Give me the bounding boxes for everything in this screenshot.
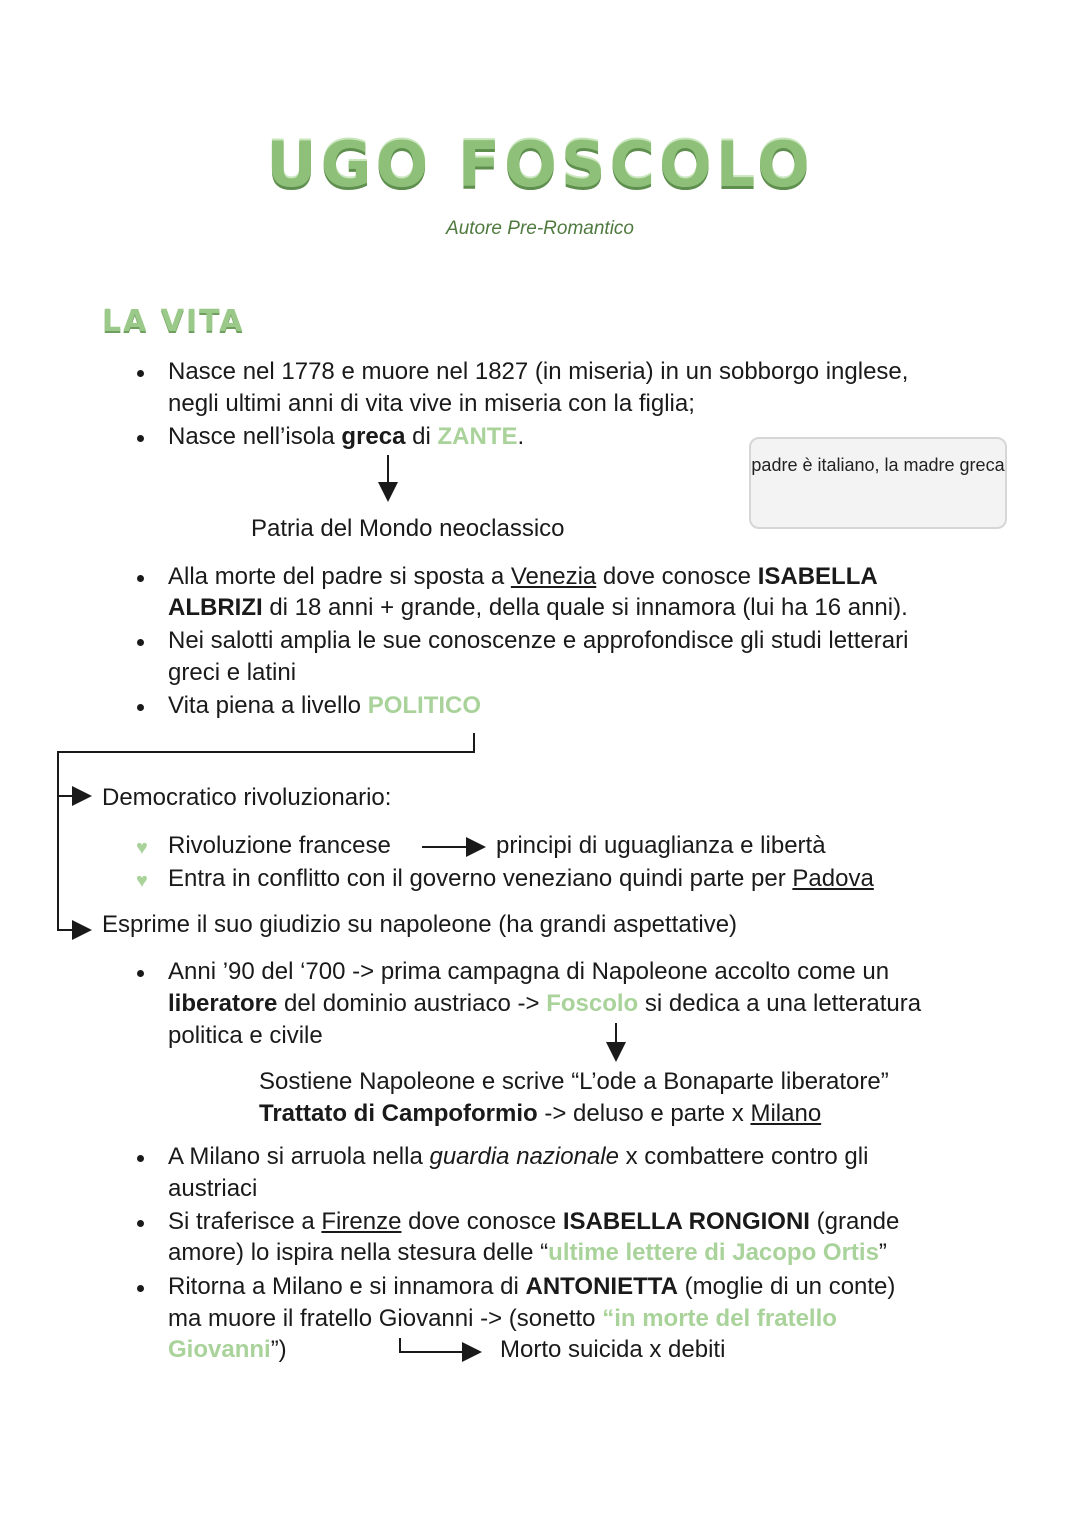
note-box: padre è italiano, la madre greca <box>749 437 1007 529</box>
bullet-dot-icon <box>137 970 144 977</box>
bullet-dot-icon <box>137 639 144 646</box>
morto-text: Morto suicida x debiti <box>500 1336 726 1363</box>
text-line: Ritorna a Milano e si innamora di ANTONIETTA (moglie di un conte) <box>168 1273 896 1300</box>
section-title-vita: LA VITA <box>102 304 245 339</box>
text-line: Entra in conflitto con il governo veneziano quindi parte per Padova <box>168 865 874 892</box>
text-line: greci e latini <box>168 659 297 686</box>
arrow-giovanni <box>400 1338 478 1352</box>
text-line: ma muore il fratello Giovanni -> (sonetto “in morte del fratello <box>168 1305 837 1332</box>
text-line: Nei salotti amplia le sue conoscenze e approfondisce gli studi letterari <box>168 627 909 654</box>
text-line: Si traferisce a Firenze dove conosce ISABELLA RONGIONI (grande <box>168 1208 900 1235</box>
bullet-dot-icon <box>137 1285 144 1292</box>
text-line: amore) lo ispira nella stesura delle “ultime lettere di Jacopo Ortis” <box>168 1239 887 1266</box>
text-line: Alla morte del padre si sposta a Venezia dove conosce ISABELLA <box>168 563 878 590</box>
text-line: Vita piena a livello POLITICO <box>168 692 482 719</box>
text-line: Nasce nell’isola greca di ZANTE. <box>168 423 525 450</box>
heart-icon: ♥ <box>136 870 148 892</box>
text-line: Anni ’90 del ‘700 -> prima campagna di Napoleone accolto come un <box>168 958 890 985</box>
text-line: Giovanni”) <box>168 1336 287 1363</box>
giudizio-heading: Esprime il suo giudizio su napoleone (ha grandi aspettative) <box>102 911 738 938</box>
heart-icon: ♥ <box>136 837 148 859</box>
page-subtitle: Autore Pre-Romantico <box>446 218 634 239</box>
democratico-heading: Democratico rivoluzionario: <box>102 784 392 811</box>
bullet-dot-icon <box>137 704 144 711</box>
text-line: negli ultimi anni di vita vive in miseria con la figlia; <box>168 390 695 417</box>
text-line: politica e civile <box>168 1022 323 1049</box>
text-line: Sostiene Napoleone e scrive “L’ode a Bonaparte liberatore” <box>259 1068 889 1095</box>
text-line: A Milano si arruola nella guardia nazionale x combattere contro gli <box>168 1143 869 1170</box>
bullet-dot-icon <box>137 1155 144 1162</box>
bullet-dot-icon <box>137 575 144 582</box>
text-line: liberatore del dominio austriaco -> Foscolo si dedica a una letteratura <box>168 990 922 1017</box>
text-line: Trattato di Campoformio -> deluso e parte x Milano <box>259 1100 822 1127</box>
text-line: Nasce nel 1778 e muore nel 1827 (in miseria) in un sobborgo inglese, <box>168 358 909 385</box>
page-title: UGO FOSCOLO <box>266 128 814 201</box>
bullet-dot-icon <box>137 1220 144 1227</box>
bullet-dot-icon <box>137 435 144 442</box>
text-line: Rivoluzione francese <box>168 832 391 859</box>
text-line: austriaci <box>168 1175 258 1202</box>
patria-text: Patria del Mondo neoclassico <box>251 515 565 542</box>
text-line: ALBRIZI di 18 anni + grande, della quale si innamora (lui ha 16 anni). <box>168 594 908 621</box>
bullet-dot-icon <box>137 370 144 377</box>
text-line: principi di uguaglianza e libertà <box>496 832 826 859</box>
